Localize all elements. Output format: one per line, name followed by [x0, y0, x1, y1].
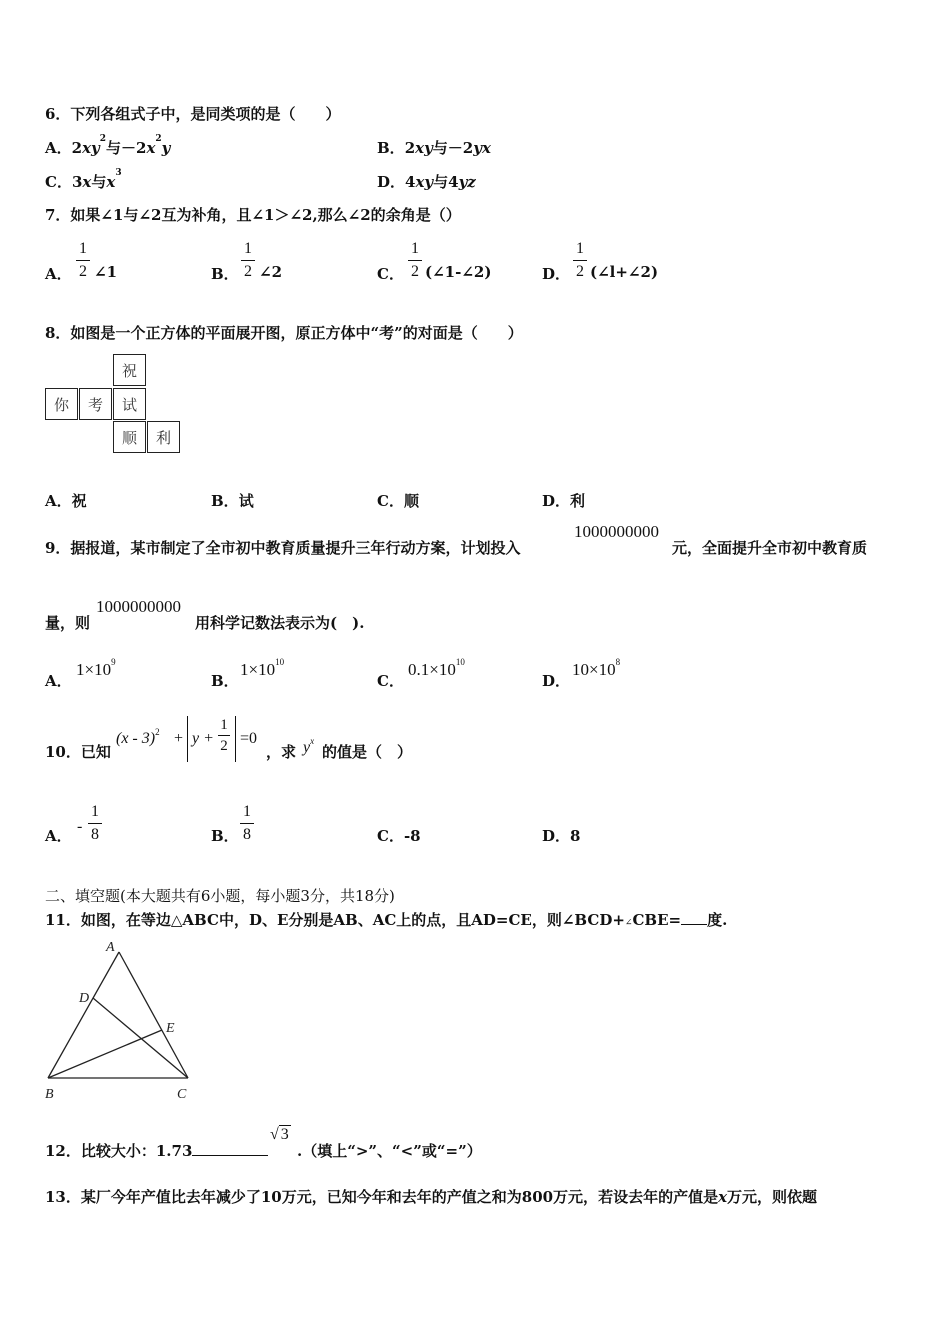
answer-blank[interactable] — [192, 1155, 268, 1156]
q8-stem: 8．如图是一个正方体的平面展开图，原正方体中“考”的对面是（ ） — [45, 324, 523, 342]
fraction-bar — [218, 735, 230, 736]
q8-option-a[interactable] — [45, 490, 87, 511]
q11-stem — [45, 909, 727, 930]
option-text: -8 — [403, 827, 421, 845]
q10-option-b-label[interactable]: B． — [211, 827, 239, 845]
fraction-bar — [76, 260, 90, 261]
q10-half-fraction — [218, 716, 230, 755]
q7-option-c-label[interactable]: C． — [377, 265, 404, 283]
q9-stem-part1: 9．据报道，某市制定了全市初中教育质量提升三年行动方案，计划投入 — [45, 539, 521, 557]
coefficient: 1×10 — [240, 660, 276, 679]
option-text: 8 — [570, 827, 581, 845]
coefficient: 10×10 — [572, 660, 616, 679]
q10-stem-part2: ，求 — [266, 743, 297, 761]
fraction-bar — [241, 260, 255, 261]
q9-line2-part2: 用科学记数法表示为( ). — [195, 614, 365, 632]
denominator: 2 — [244, 263, 252, 280]
option-text: 祝 — [71, 492, 87, 510]
option-label: D． — [542, 492, 571, 510]
numerator: 1 — [91, 803, 99, 820]
numerator: 1 — [411, 240, 419, 257]
net-cell-ni: 你 — [45, 388, 78, 420]
option-label: D． — [377, 173, 406, 191]
q7-option-b-fraction — [241, 239, 255, 282]
q9-amount: 1000000000 — [574, 522, 659, 541]
exponent: 9 — [111, 657, 116, 667]
text: 11．如图，在等边△ABC中，D、E分别是AB、AC上的点，且AD=CE，则∠BCD+ — [45, 911, 625, 929]
option-label: D． — [542, 827, 571, 845]
text: yx — [473, 139, 491, 157]
numerator: 1 — [79, 240, 87, 257]
sqrt-three: √ 3 — [270, 1126, 289, 1143]
fraction-bar — [88, 823, 102, 824]
net-cell-kao: 考 — [79, 388, 112, 420]
denominator: 8 — [91, 826, 99, 843]
exponent: 2 — [155, 727, 160, 737]
fraction-bar — [240, 823, 254, 824]
q9-option-a-value — [76, 657, 116, 680]
denominator: 2 — [220, 738, 228, 754]
text: 与 — [91, 173, 107, 191]
exponent: 8 — [615, 657, 621, 667]
denominator: 2 — [79, 263, 87, 280]
exponent: 2 — [99, 134, 107, 144]
q10-abs-y: y + — [192, 730, 214, 747]
q9-option-d-label[interactable]: D． — [542, 672, 571, 690]
q10-option-a-fraction — [88, 802, 102, 845]
option-text: 利 — [570, 492, 586, 510]
q7-option-d-tail: (∠l+∠2) — [590, 263, 659, 281]
net-cell-li: 利 — [147, 421, 180, 453]
q7-option-c-fraction — [408, 239, 422, 282]
text: yz — [458, 173, 476, 191]
q10-stem-part3: 的值是（ ） — [322, 743, 413, 761]
net-cell-zhu: 祝 — [113, 354, 146, 386]
q13-stem — [45, 1186, 817, 1207]
vertex-label-a: A — [106, 940, 115, 955]
q8-option-b[interactable] — [211, 490, 254, 511]
text: 与－2 — [106, 139, 147, 157]
q12-hint: .（填上“>”、“<”或“=”） — [297, 1142, 482, 1160]
q7-option-d-label[interactable]: D． — [542, 265, 571, 283]
coefficient: 1×10 — [76, 660, 112, 679]
text: xy — [415, 139, 433, 157]
q6-option-b[interactable] — [377, 137, 491, 158]
q10-power — [303, 736, 315, 757]
q10-plus: + — [174, 730, 184, 747]
q6-option-c[interactable] — [45, 168, 122, 192]
option-label: A． — [45, 139, 72, 157]
text: 度. — [707, 911, 728, 929]
vertex-label-d: D — [79, 991, 90, 1006]
base: y — [303, 739, 311, 756]
q7-option-a-label[interactable]: A． — [45, 265, 72, 283]
numerator: 1 — [220, 717, 228, 733]
segment-cd — [93, 998, 188, 1078]
q9-amount-2: 1000000000 — [96, 597, 181, 616]
q9-option-d-value — [572, 657, 621, 680]
text: 4 — [405, 173, 416, 191]
net-cell-shi: 试 — [113, 388, 146, 420]
exponent: 2 — [155, 134, 162, 144]
numerator: 1 — [576, 240, 584, 257]
text: xy — [415, 173, 434, 191]
abs-bar-right — [235, 716, 236, 762]
expression: (x - 3) — [116, 730, 156, 747]
q10-option-c[interactable] — [377, 825, 421, 846]
q7-option-a-tail: ∠1 — [94, 263, 118, 281]
q7-option-b-label[interactable]: B． — [211, 265, 239, 283]
q10-option-b-fraction — [240, 802, 254, 845]
option-label: C． — [45, 173, 72, 191]
side-ac — [119, 952, 188, 1078]
net-cell-shun: 顺 — [113, 421, 146, 453]
segment-be — [48, 1030, 162, 1078]
option-label: C． — [377, 827, 404, 845]
text: xy — [82, 139, 100, 157]
vertex-label-b: B — [45, 1087, 54, 1102]
q9-line2-part1: 量，则 — [45, 614, 91, 632]
text: 万元，则依题 — [727, 1188, 818, 1206]
q8-option-c[interactable] — [377, 490, 419, 511]
text: 与－2 — [432, 139, 474, 157]
text: CBE= — [632, 911, 682, 929]
text: y — [161, 139, 171, 157]
text: 3 — [71, 173, 83, 191]
option-text: 试 — [238, 492, 254, 510]
text: x — [82, 173, 92, 191]
q10-option-d[interactable] — [542, 825, 580, 846]
variable: x — [718, 1188, 728, 1206]
q6-stem: 6．下列各组式子中，是同类项的是（ ） — [45, 105, 341, 123]
abs-bar-left — [187, 716, 188, 762]
option-label: B． — [377, 139, 405, 157]
exponent: 3 — [115, 168, 122, 178]
q9-option-c-value — [408, 657, 465, 680]
q7-option-a-fraction — [76, 239, 90, 282]
exponent: x — [310, 736, 315, 746]
vertex-label-c: C — [177, 1087, 187, 1102]
option-text: 顺 — [403, 492, 419, 510]
q9-option-a-label[interactable]: A． — [45, 672, 72, 690]
small-angle-symbol: ∠ — [624, 918, 633, 928]
vertex-label-e: E — [166, 1021, 175, 1036]
q9-option-c-label[interactable]: C． — [377, 672, 404, 690]
q10-option-a-label[interactable]: A． — [45, 827, 72, 845]
text: x — [146, 139, 156, 157]
text: 12．比较大小：1.73 — [45, 1142, 193, 1160]
q7-stem: 7．如果∠1与∠2互为补角，且∠1＞∠2,那么∠2的余角是（） — [45, 206, 461, 224]
text: 与4 — [433, 173, 459, 191]
option-label: C． — [377, 492, 404, 510]
text: 2 — [404, 139, 416, 157]
q6-option-a[interactable] — [45, 134, 171, 158]
q10-stem-part1: 10．已知 — [45, 743, 111, 761]
triangle-figure — [40, 938, 200, 1103]
q9-option-b-value — [240, 657, 285, 680]
q10-option-a-sign: - — [77, 818, 83, 835]
q9-stem-part2: 元，全面提升全市初中教育质 — [672, 539, 868, 557]
denominator: 2 — [576, 263, 584, 280]
denominator: 2 — [411, 263, 419, 280]
q6-option-d[interactable] — [377, 171, 476, 192]
coefficient: 0.1×10 — [408, 660, 456, 679]
side-ab — [48, 952, 119, 1078]
q8-option-d[interactable] — [542, 490, 585, 511]
q10-equals-zero: =0 — [240, 730, 258, 747]
q9-option-b-label[interactable]: B． — [211, 672, 239, 690]
q7-option-b-tail: ∠2 — [259, 263, 283, 281]
q10-expr-square — [116, 727, 160, 748]
answer-blank[interactable] — [681, 924, 707, 925]
numerator: 1 — [243, 803, 251, 820]
option-label: B． — [211, 492, 239, 510]
q12-stem — [45, 1140, 268, 1161]
radicand: 3 — [280, 1126, 289, 1143]
q7-option-d-fraction — [573, 239, 587, 282]
q7-option-c-tail: (∠1-∠2) — [425, 263, 492, 281]
exponent: 10 — [275, 657, 285, 667]
text: 2 — [71, 139, 83, 157]
numerator: 1 — [244, 240, 252, 257]
exponent: 10 — [455, 657, 465, 667]
denominator: 8 — [243, 826, 251, 843]
section-title: 二、填空题(本大题共有6小题，每小题3分，共18分) — [45, 887, 395, 905]
fraction-bar — [408, 260, 422, 261]
option-label: A． — [45, 492, 72, 510]
text: 13．某厂今年产值比去年减少了10万元，已知今年和去年的产值之和为800万元，若设去年的产值是 — [45, 1188, 719, 1206]
fraction-bar — [573, 260, 587, 261]
text: x — [106, 173, 116, 191]
